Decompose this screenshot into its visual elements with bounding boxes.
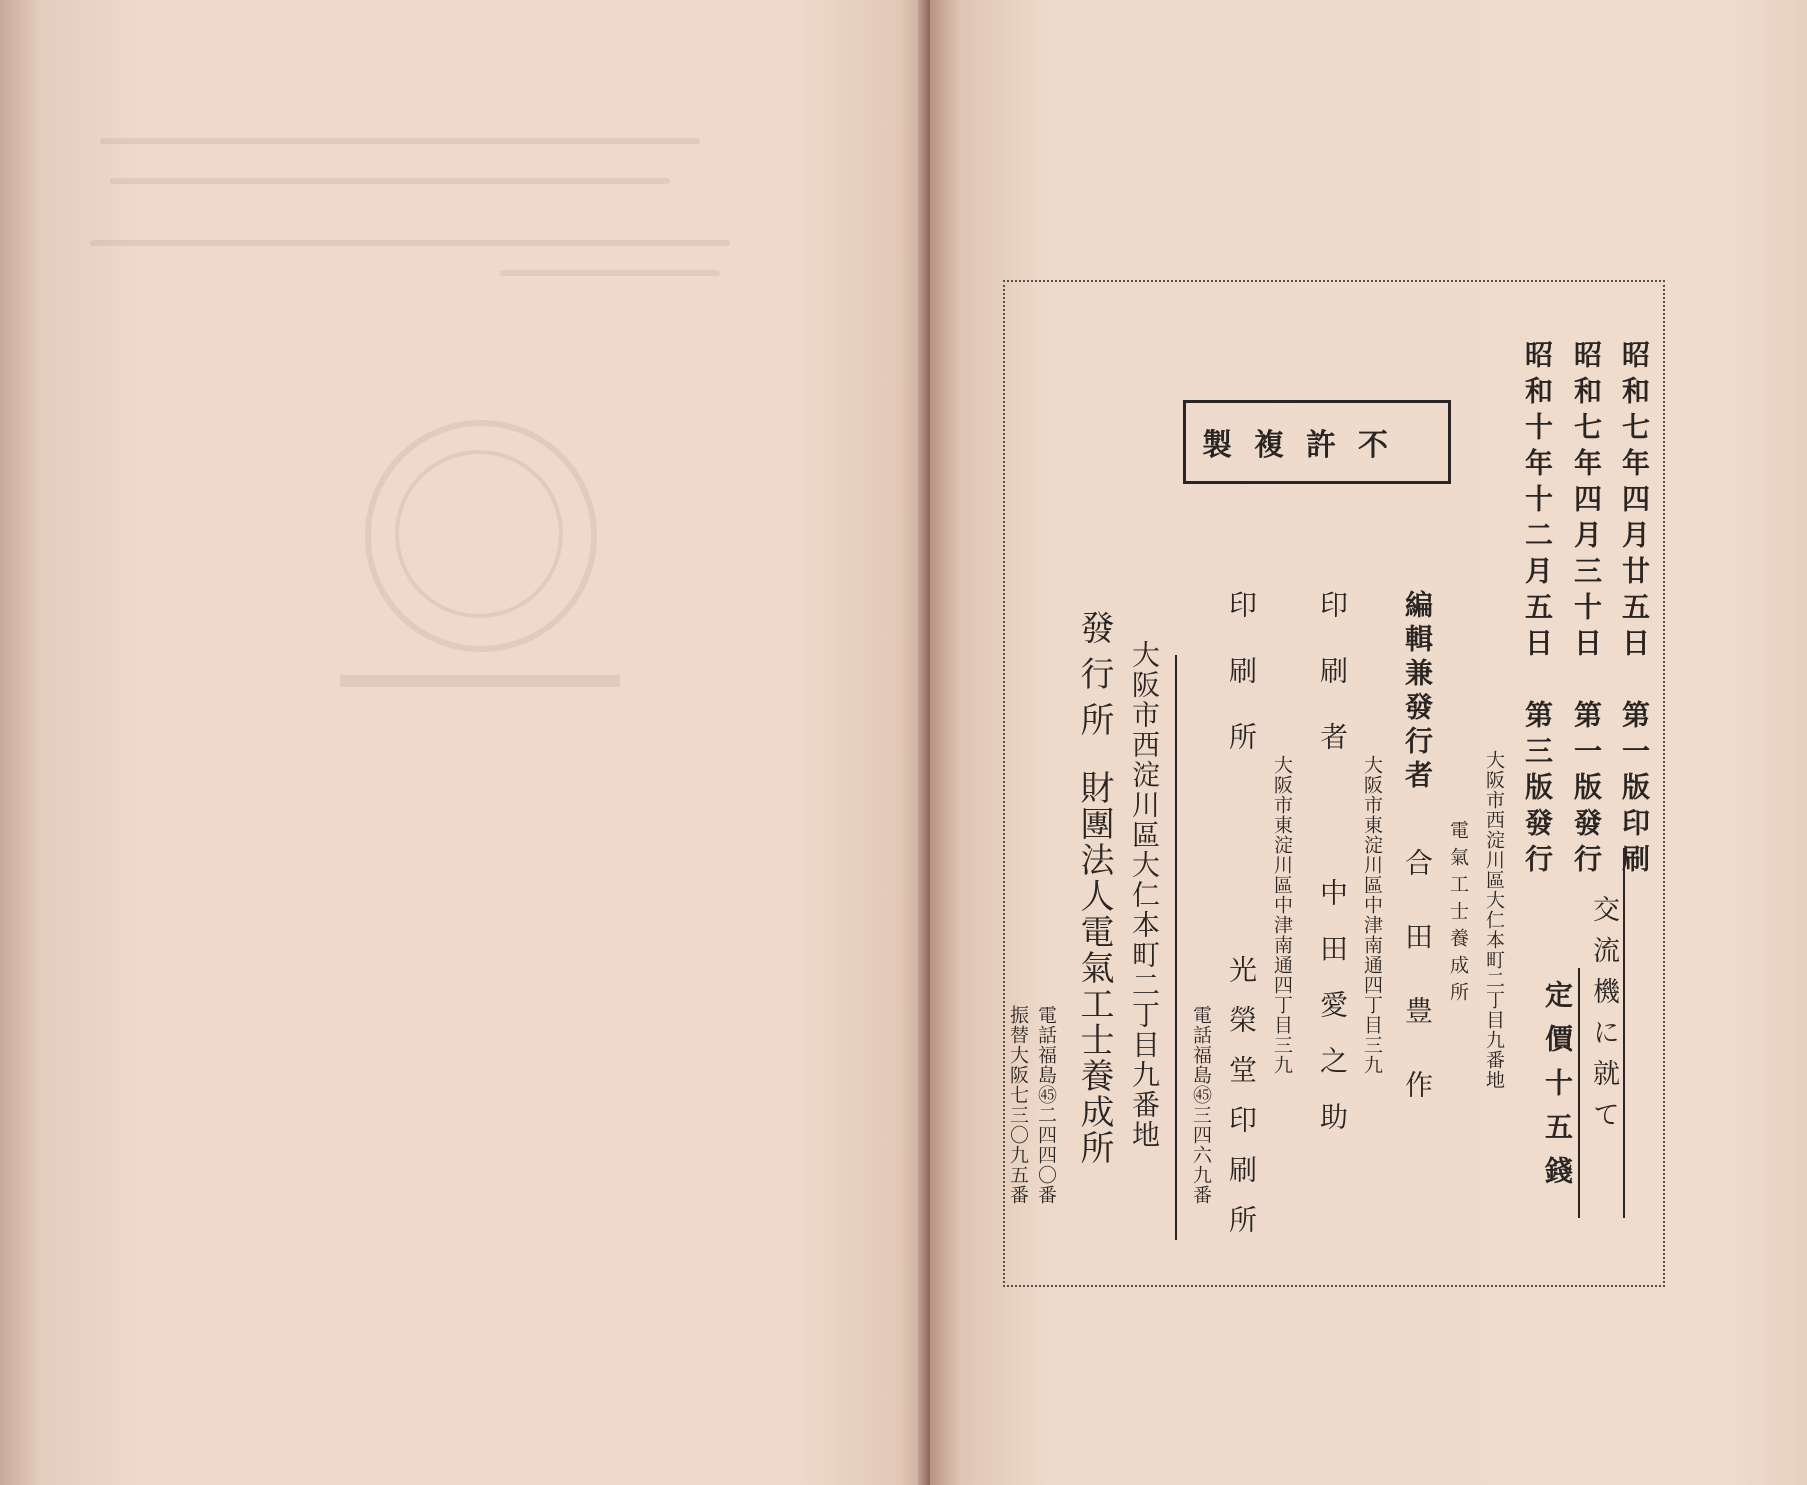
printer-name: 中田愛之助 xyxy=(1316,878,1349,1158)
date-published: 昭和七年四月三十日 第一版發行 xyxy=(1570,340,1603,880)
ghost-motor-inner xyxy=(395,450,563,618)
date-third-edition: 昭和十年十二月五日 第三版發行 xyxy=(1521,340,1554,880)
publisher-label: 發行所 xyxy=(1074,610,1114,748)
bleed-through-image xyxy=(80,120,860,1370)
date-printed: 昭和七年四月廿五日 第一版印刷 xyxy=(1618,340,1651,880)
editor-org: 電氣工士養成所 xyxy=(1447,820,1469,1009)
copyright-stamp-text: 不許複製 xyxy=(1202,428,1410,463)
editor-label: 編輯兼發行者 xyxy=(1401,590,1434,794)
printshop-address: 大阪市東淀川區中津南通四丁目三九 xyxy=(1271,755,1293,1075)
book-title: 交流機に就て xyxy=(1588,895,1619,1141)
publisher-phone: 電話福島㊺二四四〇番 xyxy=(1035,1005,1057,1205)
ghost-motor-base xyxy=(340,675,620,687)
editor-name: 合田豊作 xyxy=(1401,848,1434,1144)
copyright-stamp xyxy=(1183,400,1451,484)
publisher-account: 振替大阪七三〇九五番 xyxy=(1007,1005,1029,1205)
printshop-label: 印刷所 xyxy=(1225,590,1258,788)
printshop-name: 光榮堂印刷所 xyxy=(1225,955,1258,1255)
editor-address: 大阪市西淀川區大仁本町二丁目九番地 xyxy=(1483,750,1505,1090)
printshop-phone: 電話福島㊺三四六九番 xyxy=(1190,1005,1212,1205)
printer-label: 印刷者 xyxy=(1316,590,1349,788)
publisher-address: 大阪市西淀川區大仁本町二丁目九番地 xyxy=(1128,640,1161,1150)
section-divider xyxy=(1175,655,1177,1240)
price: 定價十五錢 xyxy=(1541,980,1574,1200)
publisher-name: 財團法人電氣工士養成所 xyxy=(1074,770,1114,1166)
printer-address: 大阪市東淀川區中津南通四丁目三九 xyxy=(1361,755,1383,1075)
